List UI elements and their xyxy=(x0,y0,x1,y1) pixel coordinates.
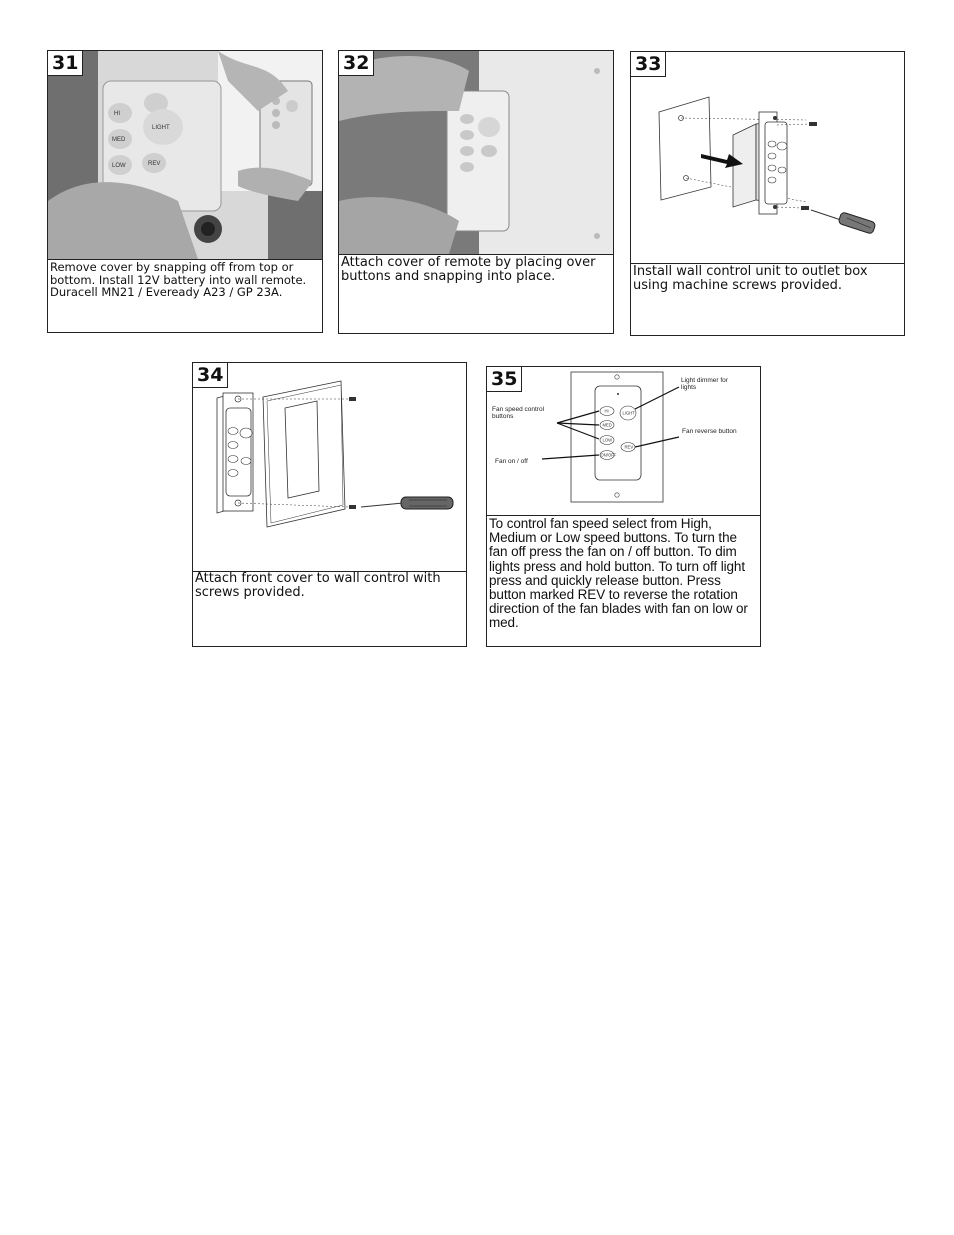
step-number: 34 xyxy=(193,363,228,388)
step-33-diagram xyxy=(631,52,904,264)
step-32-panel xyxy=(338,50,614,334)
step-31-photo xyxy=(48,51,322,260)
med-button-label: MED xyxy=(602,422,612,428)
step-35-caption: To control fan speed select from High, Medium or Low speed buttons. To turn the fan off press the fan on / off button. To dim lights press and hold button. To turn off light press and quickly release button. Press button marked REV to reverse the rotation direction of the fan blades with fan on low or med. xyxy=(489,516,748,631)
step-34-panel xyxy=(192,362,467,647)
fan-speed-label-line2: buttons xyxy=(492,413,514,420)
fan-onoff-label: Fan on / off xyxy=(495,458,528,465)
step-34-diagram xyxy=(193,363,466,572)
rev-button-label: REV xyxy=(624,444,634,450)
step-34-caption: Attach front cover to wall control with screws provided. xyxy=(195,571,441,600)
light-button-label: LIGHT xyxy=(152,125,170,131)
step-35-panel xyxy=(486,366,761,647)
step-32-photo xyxy=(339,51,613,255)
hi-button-label: HI xyxy=(604,408,609,414)
fan-reverse-label: Fan reverse button xyxy=(682,428,737,435)
step-35-diagram xyxy=(487,367,760,516)
remote-button-diagram xyxy=(487,367,760,515)
front-cover-diagram xyxy=(193,363,466,571)
onoff-button-label: ON/OFF xyxy=(600,452,617,458)
step-number: 32 xyxy=(339,51,374,76)
step-31-panel xyxy=(47,50,323,333)
step-33-caption: Install wall control unit to outlet box using machine screws provided. xyxy=(633,264,868,293)
remote-battery-photo xyxy=(48,51,322,259)
light-dimmer-label-line2: lights xyxy=(681,384,697,391)
hi-button-label: HI xyxy=(114,111,120,117)
step-number: 33 xyxy=(631,52,666,77)
fan-speed-label: Fan speed control xyxy=(492,406,545,413)
low-button-label: LOW xyxy=(112,163,126,169)
outlet-box-diagram xyxy=(631,52,904,263)
step-31-caption: Remove cover by snapping off from top or bottom. Install 12V battery into wall remote. Duracell MN21 / Eveready A23 / GP 23A. xyxy=(50,260,307,299)
light-dimmer-label: Light dimmer for xyxy=(681,377,728,384)
med-button-label: MED xyxy=(112,137,126,143)
light-button-label: LIGHT xyxy=(622,410,635,416)
step-number: 31 xyxy=(48,51,83,76)
remote-cover-photo xyxy=(339,51,613,254)
step-32-caption: Attach cover of remote by placing over buttons and snapping into place. xyxy=(341,255,596,284)
step-33-panel xyxy=(630,51,905,336)
step-number: 35 xyxy=(487,367,522,392)
low-button-label: LOW xyxy=(602,437,613,443)
rev-button-label: REV xyxy=(148,161,161,167)
